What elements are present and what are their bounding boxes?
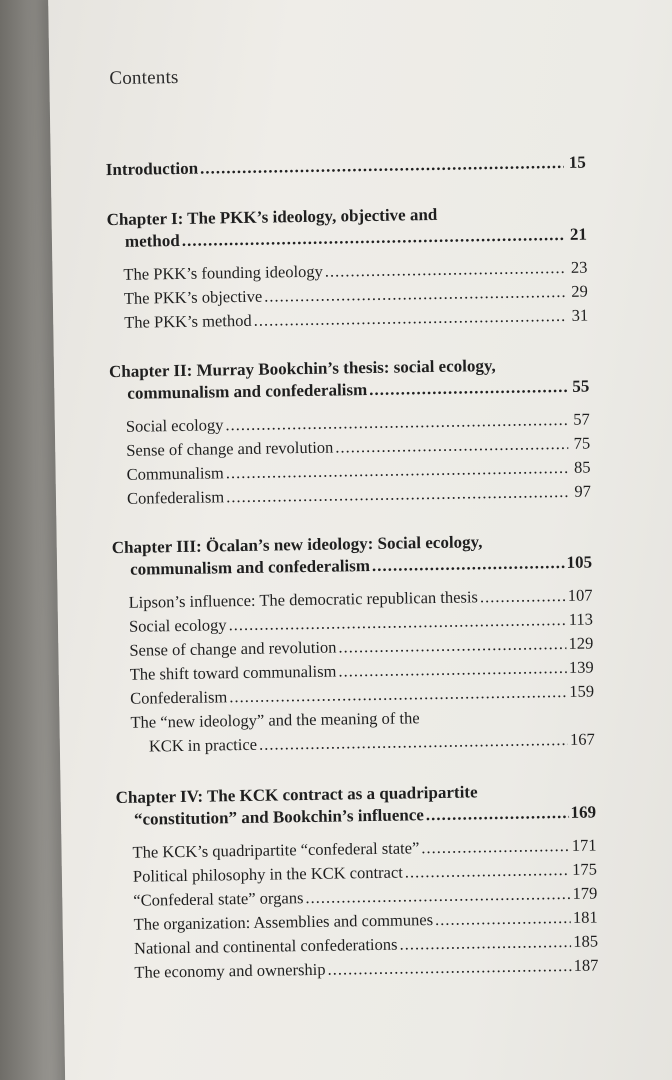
chapter-title-line2: communalism and confederalism — [129, 556, 371, 579]
chapter-title-line1: Chapter IV: The KCK contract as a quadripartite — [115, 782, 478, 808]
toc-chapter-2 — [109, 354, 591, 512]
toc-chapter-3 — [112, 530, 595, 760]
section-label: Sense of change and revolution — [129, 637, 337, 660]
section-label: The PKK’s objective — [123, 286, 263, 308]
toc-page-number: 29 — [571, 281, 588, 301]
dot-leader — [338, 632, 566, 660]
dot-leader — [405, 858, 571, 885]
toc-page-number: 85 — [573, 457, 591, 477]
toc-page-number: 105 — [566, 552, 593, 572]
section-label: The KCK’s quadripartite “confederal state” — [132, 838, 420, 862]
section-label: The economy and ownership — [134, 959, 326, 982]
toc-chapter-4 — [116, 779, 599, 985]
chapter-title-line2: method — [124, 230, 180, 251]
section-label: The shift toward communalism — [129, 661, 337, 684]
toc-page-number: 179 — [572, 883, 598, 903]
toc-page-number: 113 — [568, 609, 594, 629]
section-label: Social ecology — [128, 615, 227, 636]
toc-page-number: 181 — [572, 907, 598, 927]
section-label: Lipson’s influence: The democratic republican thesis — [128, 587, 479, 612]
section-label: Sense of change and revolution — [126, 437, 334, 460]
dot-leader — [372, 552, 565, 577]
toc-page-number: 23 — [570, 257, 588, 277]
contents-heading: Contents — [109, 66, 179, 90]
dot-leader — [338, 656, 567, 684]
dot-leader — [399, 930, 571, 957]
table-of-contents — [106, 152, 599, 985]
dot-leader — [335, 432, 568, 460]
toc-section — [114, 704, 595, 760]
toc-introduction — [106, 152, 586, 182]
section-list — [116, 833, 598, 985]
toc-page-number: 15 — [568, 152, 586, 172]
section-list — [110, 408, 591, 512]
toc-page-number: 129 — [568, 633, 594, 653]
section-label: Confederalism — [126, 487, 225, 508]
section-label: Confederalism — [129, 687, 228, 708]
chapter-heading — [112, 530, 593, 582]
dot-leader — [327, 954, 572, 982]
dot-leader — [421, 834, 570, 860]
section-label: The organization: Assemblies and communes — [133, 910, 434, 934]
dot-leader — [426, 802, 569, 826]
chapter-heading — [109, 354, 590, 406]
dot-leader — [435, 906, 571, 932]
toc-page-number: 187 — [573, 955, 599, 975]
dot-leader — [369, 376, 567, 401]
toc-page-number: 31 — [571, 305, 589, 325]
toc-page-number: 169 — [570, 802, 597, 822]
chapter-title-line2: communalism and confederalism — [127, 380, 368, 403]
toc-page-number: 97 — [574, 481, 592, 501]
toc-page-number: 57 — [573, 409, 590, 429]
chapter-title-line1: Chapter III: Öcalan’s new ideology: Social ecology, — [111, 532, 483, 558]
chapter-heading — [116, 779, 597, 831]
section-label: The PKK’s founding ideology — [123, 261, 323, 284]
dot-leader — [226, 480, 569, 509]
section-label: National and continental confederations — [133, 934, 398, 958]
section-label: The PKK’s method — [124, 310, 252, 332]
toc-page-number: 175 — [571, 859, 598, 879]
dot-leader — [480, 584, 566, 609]
dot-leader — [182, 224, 566, 252]
toc-page-number: 75 — [573, 433, 591, 453]
toc-page-number: 55 — [572, 376, 590, 396]
chapter-title-line2: “constitution” and Bookchin’s influence — [133, 805, 424, 829]
toc-page-number: 139 — [568, 657, 594, 677]
dot-leader — [259, 728, 568, 757]
section-list — [107, 256, 588, 336]
toc-page-number: 107 — [567, 585, 593, 605]
dot-leader — [200, 152, 564, 180]
chapter-title-line1: Chapter II: Murray Bookchin’s thesis: social ecology, — [108, 356, 496, 382]
toc-chapter-1 — [106, 202, 588, 336]
toc-page-number: 159 — [569, 681, 595, 701]
toc-page-number: 21 — [569, 224, 588, 244]
section-label: Political philosophy in the KCK contract — [132, 862, 403, 886]
toc-page-number: 185 — [573, 931, 599, 951]
section-label: Communalism — [126, 463, 224, 484]
section-label: “Confederal state” organs — [133, 888, 304, 910]
section-label: Social ecology — [125, 415, 224, 436]
toc-page-number: 167 — [569, 729, 595, 749]
chapter-title-line1: Chapter I: The PKK’s ideology, objective and — [106, 204, 438, 230]
section-list — [112, 584, 595, 760]
chapter-heading — [106, 202, 587, 254]
section-label-line2: KCK in practice — [148, 734, 258, 756]
toc-page-number: 171 — [571, 835, 597, 855]
book-page — [48, 0, 672, 1080]
toc-entry-label: Introduction — [105, 158, 199, 180]
section-label-line1: The “new ideology” and the meaning of the — [130, 708, 420, 732]
dot-leader — [253, 304, 566, 333]
